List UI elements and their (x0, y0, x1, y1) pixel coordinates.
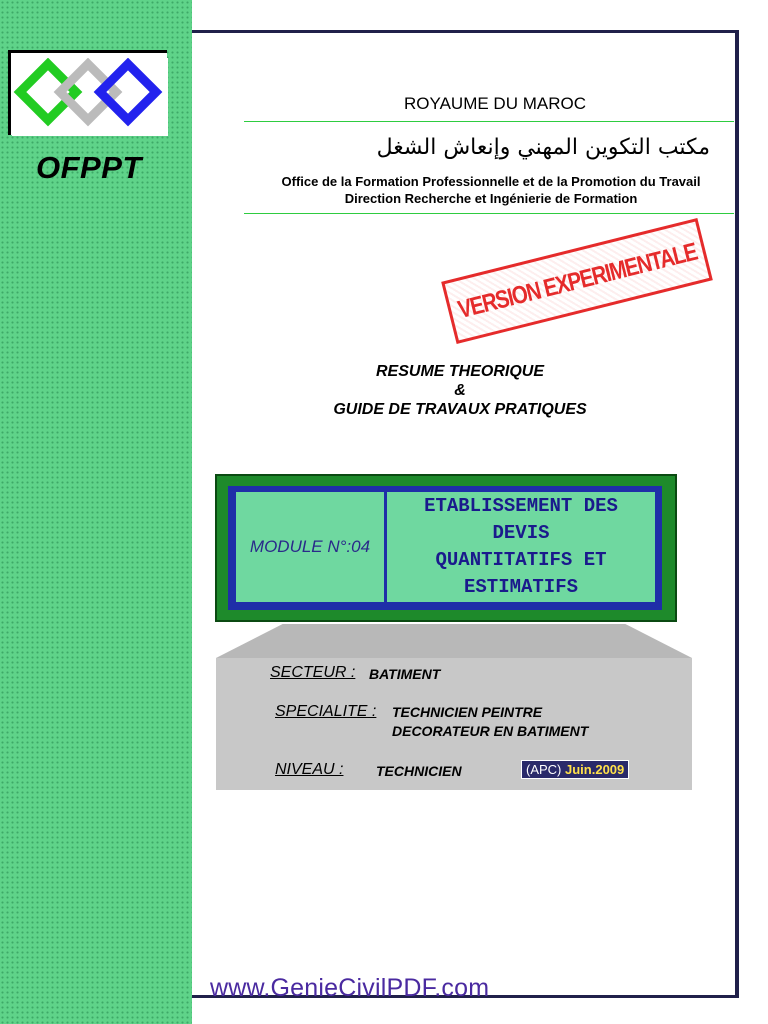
module-title-cell (387, 492, 655, 602)
stamp-text: VERSION EXPERIMENTALE (454, 237, 700, 324)
niveau-value: TECHNICIEN (376, 763, 462, 779)
apc-label: (APC) (526, 762, 562, 777)
country-title: ROYAUME DU MAROC (404, 94, 586, 113)
module-label: MODULE N°:04 (249, 537, 371, 556)
specialite-value: TECHNICIEN PEINTRE (392, 704, 543, 720)
office-heading (236, 173, 746, 207)
module-title-line: QUANTITATIFS ET (435, 549, 607, 571)
divider (244, 213, 734, 214)
document-subtitle (250, 362, 670, 419)
arabic-title: مكتب التكوين المهني وإنعاش الشغل (376, 135, 710, 160)
module-number-cell (236, 492, 384, 602)
module-title-line: ETABLISSEMENT DES (424, 495, 618, 517)
office-direction: Direction Recherche et Ingénierie de Formation (344, 191, 638, 206)
website-link[interactable]: www.GenieCivilPDF.com (210, 974, 490, 1002)
divider (244, 121, 734, 122)
module-title-line: ESTIMATIFS (463, 576, 579, 598)
subtitle-line2: & (454, 382, 466, 399)
niveau-label: NIVEAU : (275, 761, 344, 778)
edition-date: Juin.2009 (565, 762, 625, 777)
ofppt-logo-icon (12, 58, 168, 136)
ofppt-logo-text: OFPPT (36, 150, 142, 185)
secteur-label: SECTEUR : (270, 664, 356, 681)
subtitle-line3: GUIDE DE TRAVAUX PRATIQUES (333, 401, 587, 418)
logo (12, 58, 168, 136)
specialite-label: SPECIALITE : (275, 703, 377, 720)
banner-shadow (216, 624, 692, 658)
secteur-value: BATIMENT (369, 666, 441, 682)
office-name: Office de la Formation Professionnelle et de la Promotion du Travail (281, 174, 701, 189)
module-title-line: DEVIS (492, 522, 550, 544)
specialite-value-continued: DECORATEUR EN BATIMENT (392, 723, 589, 739)
subtitle-line1: RESUME THEORIQUE (375, 363, 544, 380)
apc-date-badge (521, 760, 629, 779)
